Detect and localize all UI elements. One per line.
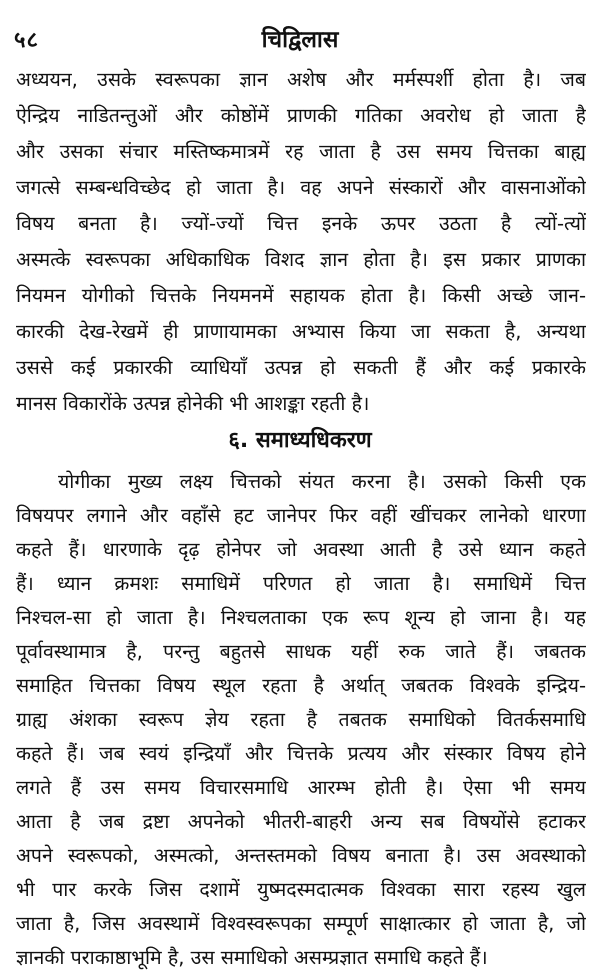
text-line: अस्मत्के स्वरूपका अधिकाधिक विशद ज्ञान होता है। इस प्रकार प्राणका <box>16 248 586 271</box>
text-line: कहते हैं। धारणाके दृढ़ होनेपर जो अवस्था आती है उसे ध्यान कहते <box>16 538 586 561</box>
section-heading: ६. समाध्यधिकरण <box>228 428 372 453</box>
text-line: हैं। ध्यान क्रमशः समाधिमें परिणत हो जाता है। समाधिमें चित्त <box>16 572 586 595</box>
text-line: आता है जब द्रष्टा अपनेको भीतरी-बाहरी अन्य सब विषयोंसे हटाकर <box>16 810 586 833</box>
text-line: उससे कई प्रकारकी व्याधियाँ उत्पन्न हो सकती हैं और कई प्रकारके <box>16 356 586 379</box>
text-line: ग्राह्य अंशका स्वरूप ज्ञेय रहता है तबतक समाधिको वितर्कसमाधि <box>16 708 586 731</box>
text-line: कारकी देख-रेखमें ही प्राणायामका अभ्यास किया जा सकता है, अन्यथा <box>16 320 586 343</box>
page-header <box>0 22 600 58</box>
text-line: अपने स्वरूपको, अस्मत्को, अन्तस्तमको विषय बनाता है। उस अवस्थाको <box>16 844 586 867</box>
text-line: कहते हैं। जब स्वयं इन्द्रियाँ और चित्तके प्रत्यय और संस्कार विषय होने <box>16 742 586 765</box>
text-line: लगते हैं उस समय विचारसमाधि आरम्भ होती है। ऐसा भी समय <box>16 776 586 799</box>
text-line: ऐन्द्रिय नाडितन्तुओं और कोष्ठोंमें प्राणकी गतिका अवरोध हो जाता है <box>16 104 586 127</box>
text-line: समाहित चित्तका विषय स्थूल रहता है अर्थात् जबतक विश्वके इन्द्रिय- <box>16 674 586 697</box>
text-line: ज्ञानकी पराकाष्ठाभूमि है, उस समाधिको असम्प्रज्ञात समाधि कहते हैं। <box>16 946 488 969</box>
text-line: विषयपर लगाने और वहाँसे हट जानेपर फिर वहीं खींचकर लानेको धारणा <box>16 504 586 527</box>
text-line: योगीका मुख्य लक्ष्य चित्तको संयत करना है। उसको किसी एक <box>58 470 586 493</box>
text-line: पूर्वावस्थामात्र है, परन्तु बहुतसे साधक यहीं रुक जाते हैं। जबतक <box>16 640 586 663</box>
text-line: अध्ययन, उसके स्वरूपका ज्ञान अशेष और मर्मस्पर्शी होता है। जब <box>16 68 586 91</box>
text-line: जगत्से सम्बन्धविच्छेद हो जाता है। वह अपने संस्कारों और वासनाओंको <box>16 176 586 199</box>
text-line: भी पार करके जिस दशामें युष्मदस्मदात्मक विश्वका सारा रहस्य खुल <box>16 878 586 901</box>
text-line: जाता है, जिस अवस्थामें विश्वस्वरूपका सम्पूर्ण साक्षात्कार हो जाता है, जो <box>16 912 586 935</box>
text-line: मानस विकारोंके उत्पन्न होनेकी भी आशङ्का रहती है। <box>16 392 370 415</box>
text-line: विषय बनता है। ज्यों-ज्यों चित्त इनके ऊपर उठता है त्यों-त्यों <box>16 212 586 235</box>
running-head: चिद्विलास <box>261 27 339 53</box>
text-line: नियमन योगीको चित्तके नियमनमें सहायक होता है। किसी अच्छे जान- <box>16 284 586 307</box>
page-number: ५८ <box>14 28 39 53</box>
text-line: निश्चल-सा हो जाता है। निश्चलताका एक रूप शून्य हो जाना है। यह <box>16 606 586 629</box>
text-line: और उसका संचार मस्तिष्कमात्रमें रह जाता है उस समय चित्तका बाह्य <box>16 140 586 163</box>
